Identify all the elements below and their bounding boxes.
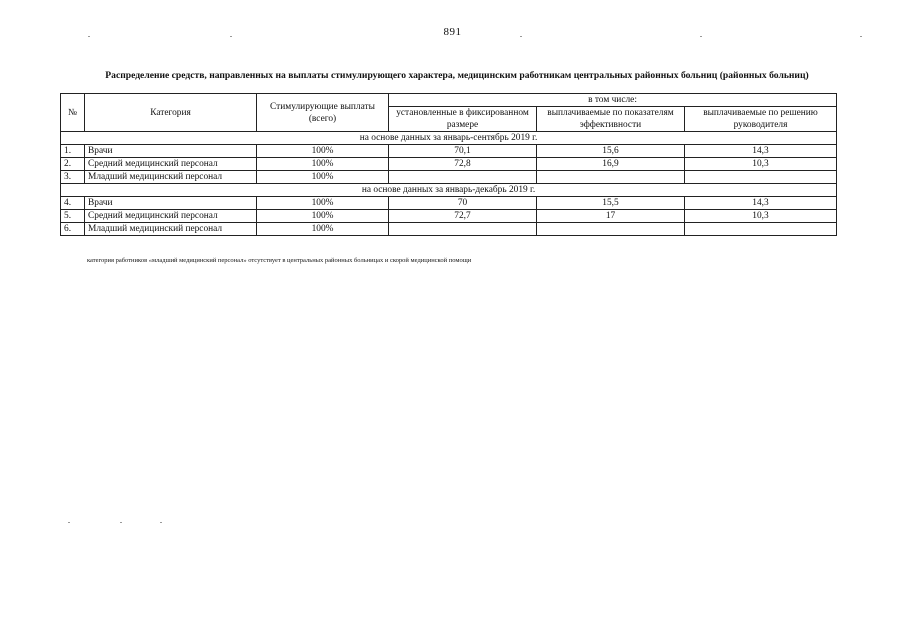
stimulus-payments-table <box>60 93 837 236</box>
table-row <box>61 171 837 184</box>
table-row <box>61 158 837 171</box>
row-fixed: 70,1 <box>389 145 537 158</box>
table-row <box>61 210 837 223</box>
document-title: Распределение средств, направленных на выплаты стимулирующего характера, медицинским работникам центральных районных больниц (районных больниц) <box>105 70 809 81</box>
row-num: 2. <box>61 158 85 171</box>
header-including: в том числе: <box>389 94 837 107</box>
row-fixed <box>389 223 537 236</box>
page-number: 891 <box>443 26 462 38</box>
row-fixed <box>389 171 537 184</box>
footnote: категория работников «младший медицинский персонал» отсутствует в центральных районных больницах и скорой медицинской помощи <box>87 257 472 264</box>
section-label: на основе данных за январь-декабрь 2019 г. <box>61 184 837 197</box>
row-manager: 10,3 <box>685 210 837 223</box>
row-total: 100% <box>257 145 389 158</box>
row-fixed: 70 <box>389 197 537 210</box>
header-category: Категория <box>85 94 257 132</box>
row-efficiency: 15,6 <box>537 145 685 158</box>
row-fixed: 72,7 <box>389 210 537 223</box>
row-num: 4. <box>61 197 85 210</box>
row-num: 5. <box>61 210 85 223</box>
row-num: 1. <box>61 145 85 158</box>
row-manager <box>685 171 837 184</box>
header-num: № <box>61 94 85 132</box>
row-category: Врачи <box>85 145 257 158</box>
table-row <box>61 197 837 210</box>
header-efficiency: выплачиваемые по показателям эффективности <box>537 107 685 132</box>
row-total: 100% <box>257 223 389 236</box>
row-efficiency: 16,9 <box>537 158 685 171</box>
row-category: Средний медицинский персонал <box>85 158 257 171</box>
section-row <box>61 184 837 197</box>
row-efficiency <box>537 223 685 236</box>
section-row <box>61 132 837 145</box>
row-total: 100% <box>257 171 389 184</box>
row-manager <box>685 223 837 236</box>
row-manager: 14,3 <box>685 197 837 210</box>
row-manager: 14,3 <box>685 145 837 158</box>
row-total: 100% <box>257 197 389 210</box>
header-total: Стимулирующие выплаты (всего) <box>257 94 389 132</box>
header-row-top <box>61 94 837 107</box>
row-fixed: 72,8 <box>389 158 537 171</box>
header-manager: выплачиваемые по решению руководителя <box>685 107 837 132</box>
row-efficiency: 15,5 <box>537 197 685 210</box>
table-row <box>61 223 837 236</box>
row-category: Младший медицинский персонал <box>85 171 257 184</box>
section-label: на основе данных за январь-сентябрь 2019 г. <box>61 132 837 145</box>
row-efficiency: 17 <box>537 210 685 223</box>
row-total: 100% <box>257 158 389 171</box>
table-row <box>61 145 837 158</box>
row-total: 100% <box>257 210 389 223</box>
row-category: Средний медицинский персонал <box>85 210 257 223</box>
header-fixed: установленные в фиксированном размере <box>389 107 537 132</box>
row-manager: 10,3 <box>685 158 837 171</box>
row-num: 6. <box>61 223 85 236</box>
row-efficiency <box>537 171 685 184</box>
row-category: Младший медицинский персонал <box>85 223 257 236</box>
row-num: 3. <box>61 171 85 184</box>
row-category: Врачи <box>85 197 257 210</box>
